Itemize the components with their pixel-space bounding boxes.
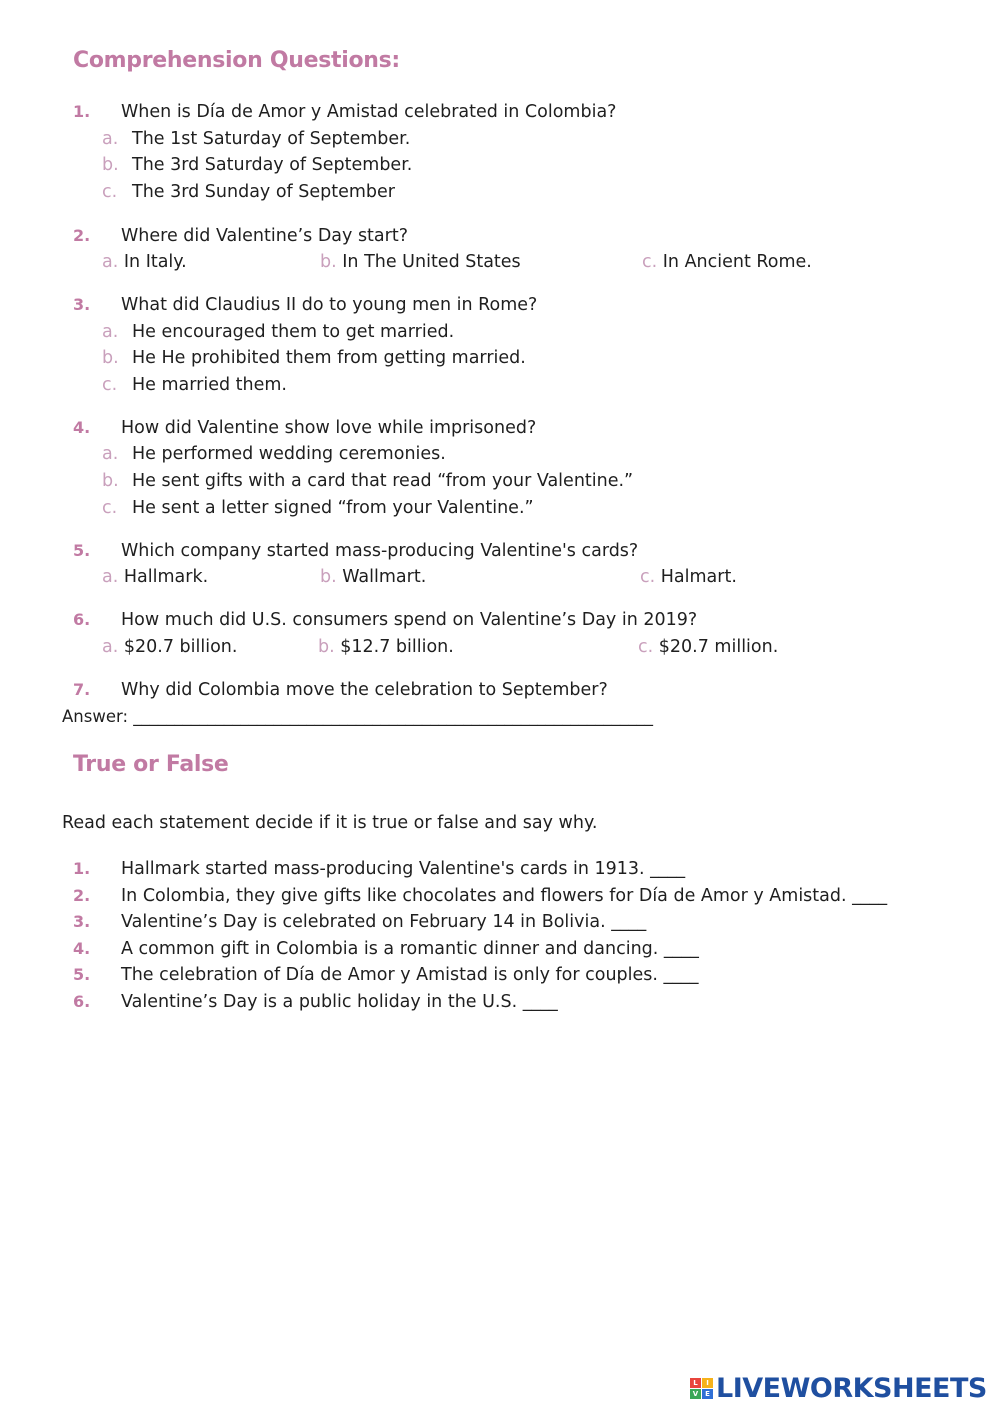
option-text: He encouraged them to get married. [132,322,455,342]
option-letter: b. [102,155,119,175]
question-number: 7. [73,680,91,699]
option-b: b. Wallmart. [320,567,427,587]
statement-text: Valentine’s Day is celebrated on February 14 in Bolivia. ____ [121,912,647,932]
option-letter: b. [102,348,119,368]
option-b: b. $12.7 billion. [318,637,454,657]
option-c: c. $20.7 million. [638,637,779,657]
question-number: 6. [73,610,91,629]
option-c: c. In Ancient Rome. [642,252,812,272]
question-text: How did Valentine show love while imprisoned? [121,418,537,438]
option-letter: a. [102,444,119,464]
question-text: Which company started mass-producing Valentine's cards? [121,541,639,561]
question-number: 5. [73,541,91,560]
option-text: He sent gifts with a card that read “from your Valentine.” [132,471,634,491]
question-number: 2. [73,226,91,245]
question-text: What did Claudius II do to young men in Rome? [121,295,538,315]
option-text: The 3rd Sunday of September [132,182,396,202]
statement-text: The celebration of Día de Amor y Amistad is only for couples. ____ [121,965,699,985]
option-text: He He prohibited them from getting married. [132,348,526,368]
statement-text: Valentine’s Day is a public holiday in the U.S. ____ [121,992,558,1012]
option-text: He performed wedding ceremonies. [132,444,446,464]
statement-text: In Colombia, they give gifts like chocolates and flowers for Día de Amor y Amistad. ____ [121,886,888,906]
logo-block: V [690,1389,701,1399]
option-a: a. Hallmark. [102,567,209,587]
option-text: He sent a letter signed “from your Valentine.” [132,498,534,518]
statement-number: 3. [73,912,91,931]
comprehension-title: Comprehension Questions: [73,48,400,73]
question-text: How much did U.S. consumers spend on Valentine’s Day in 2019? [121,610,698,630]
statement-text: Hallmark started mass-producing Valentine's cards in 1913. ____ [121,859,686,879]
true-false-title: True or False [73,752,229,777]
option-text: The 3rd Saturday of September. [132,155,413,175]
logo-block: E [702,1389,713,1399]
option-letter: c. [102,375,118,395]
logo-text: LIVEWORKSHEETS [716,1372,987,1404]
true-false-intro: Read each statement decide if it is true or false and say why. [62,813,598,833]
option-text: He married them. [132,375,287,395]
question-text: When is Día de Amor y Amistad celebrated in Colombia? [121,102,617,122]
logo-blocks-icon [690,1378,713,1399]
option-a: a. In Italy. [102,252,187,272]
answer-line[interactable]: Answer: _______________________________________________________________ [62,707,654,726]
option-a: a. $20.7 billion. [102,637,238,657]
option-letter: c. [102,182,118,202]
question-text: Where did Valentine’s Day start? [121,226,408,246]
question-number: 3. [73,295,91,314]
statement-text: A common gift in Colombia is a romantic dinner and dancing. ____ [121,939,699,959]
option-b: b. In The United States [320,252,521,272]
option-letter: a. [102,129,119,149]
statement-number: 4. [73,939,91,958]
question-number: 1. [73,102,91,121]
option-text: The 1st Saturday of September. [132,129,411,149]
logo-block: L [690,1378,701,1388]
liveworksheets-logo[interactable] [690,1372,987,1404]
statement-number: 6. [73,992,91,1011]
statement-number: 2. [73,886,91,905]
option-letter: b. [102,471,119,491]
statement-number: 5. [73,965,91,984]
question-number: 4. [73,418,91,437]
statement-number: 1. [73,859,91,878]
option-letter: c. [102,498,118,518]
logo-block: I [702,1378,713,1388]
option-letter: a. [102,322,119,342]
option-c: c. Halmart. [640,567,737,587]
question-text: Why did Colombia move the celebration to September? [121,680,608,700]
